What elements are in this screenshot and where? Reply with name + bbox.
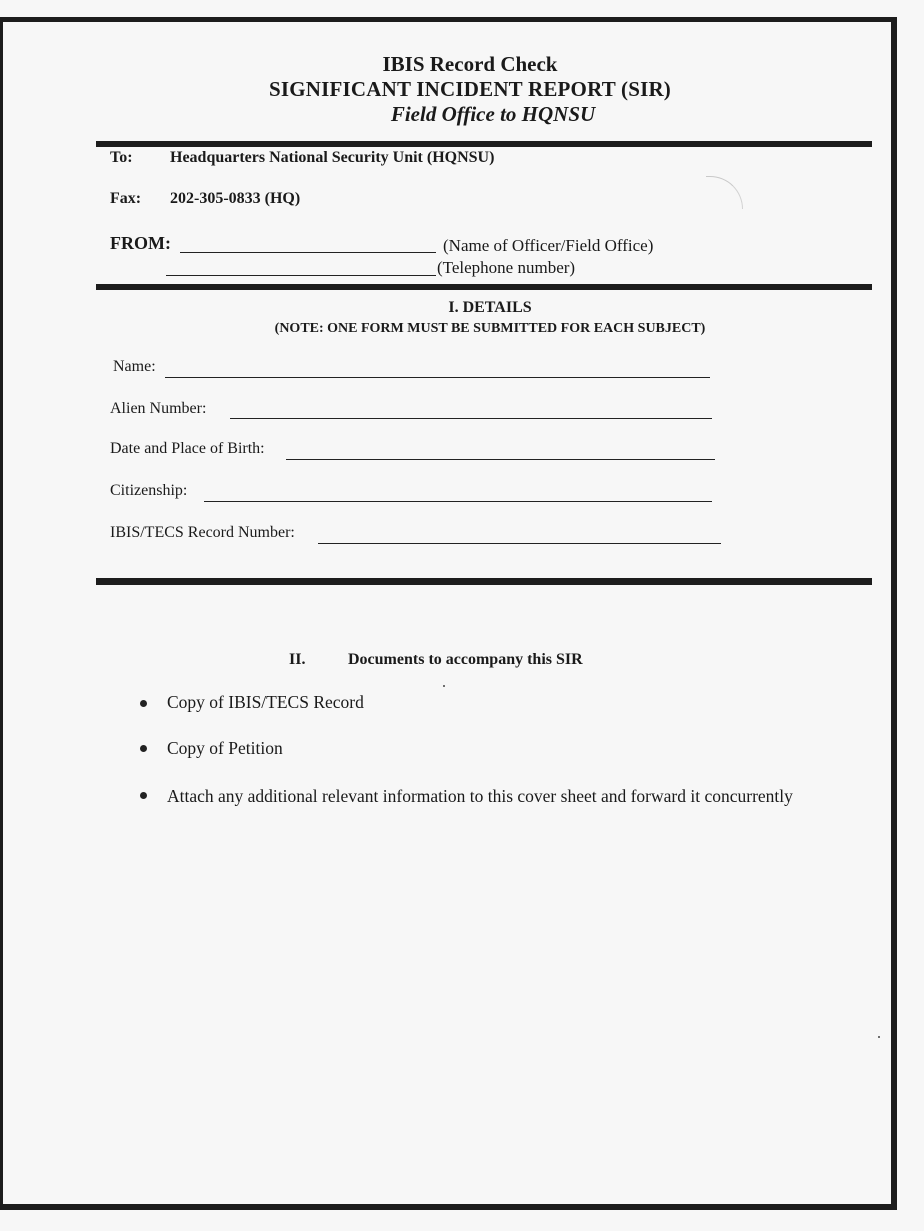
from-officer-hint: (Name of Officer/Field Office) <box>443 236 654 255</box>
scan-speck <box>878 1036 880 1038</box>
bullet-icon <box>140 745 147 752</box>
form-routing-subtitle: Field Office to HQNSU <box>390 102 596 126</box>
name-label: Name: <box>113 358 156 375</box>
fax-label: Fax: <box>110 190 142 207</box>
alien-number-field[interactable] <box>230 402 712 419</box>
details-divider <box>96 578 872 585</box>
fax-value: 202-305-0833 (HQ) <box>170 190 301 207</box>
record-number-field[interactable] <box>318 527 721 544</box>
record-number-label: IBIS/TECS Record Number: <box>110 524 295 541</box>
from-telephone-hint: (Telephone number) <box>437 258 576 277</box>
routing-divider <box>96 284 872 290</box>
birth-field[interactable] <box>286 443 715 460</box>
citizenship-label: Citizenship: <box>110 482 188 499</box>
bullet-icon <box>140 700 147 707</box>
from-label: FROM: <box>110 233 171 253</box>
from-telephone-field[interactable] <box>166 258 436 276</box>
from-officer-field[interactable] <box>180 235 436 253</box>
bullet-icon <box>140 792 147 799</box>
birth-label: Date and Place of Birth: <box>110 440 265 457</box>
citizenship-field[interactable] <box>204 485 712 502</box>
header-divider <box>96 141 872 147</box>
section1-note: (NOTE: ONE FORM MUST BE SUBMITTED FOR EACH SUBJECT) <box>274 321 706 336</box>
to-label: To: <box>110 149 133 166</box>
form-title: IBIS Record Check <box>382 52 558 76</box>
section2-number: II. <box>289 651 306 668</box>
doc-item: Copy of IBIS/TECS Record <box>167 692 364 712</box>
section2-title: Documents to accompany this SIR <box>348 651 583 668</box>
name-field[interactable] <box>165 361 710 378</box>
doc-item: Attach any additional relevant information to this cover sheet and forward it concurrently <box>167 786 793 806</box>
scan-speck <box>443 685 445 687</box>
to-value: Headquarters National Security Unit (HQNSU) <box>170 149 495 166</box>
doc-item: Copy of Petition <box>167 738 283 758</box>
section1-title: I. DETAILS <box>448 299 532 316</box>
form-subtitle: SIGNIFICANT INCIDENT REPORT (SIR) <box>268 77 672 101</box>
alien-number-label: Alien Number: <box>110 400 207 417</box>
